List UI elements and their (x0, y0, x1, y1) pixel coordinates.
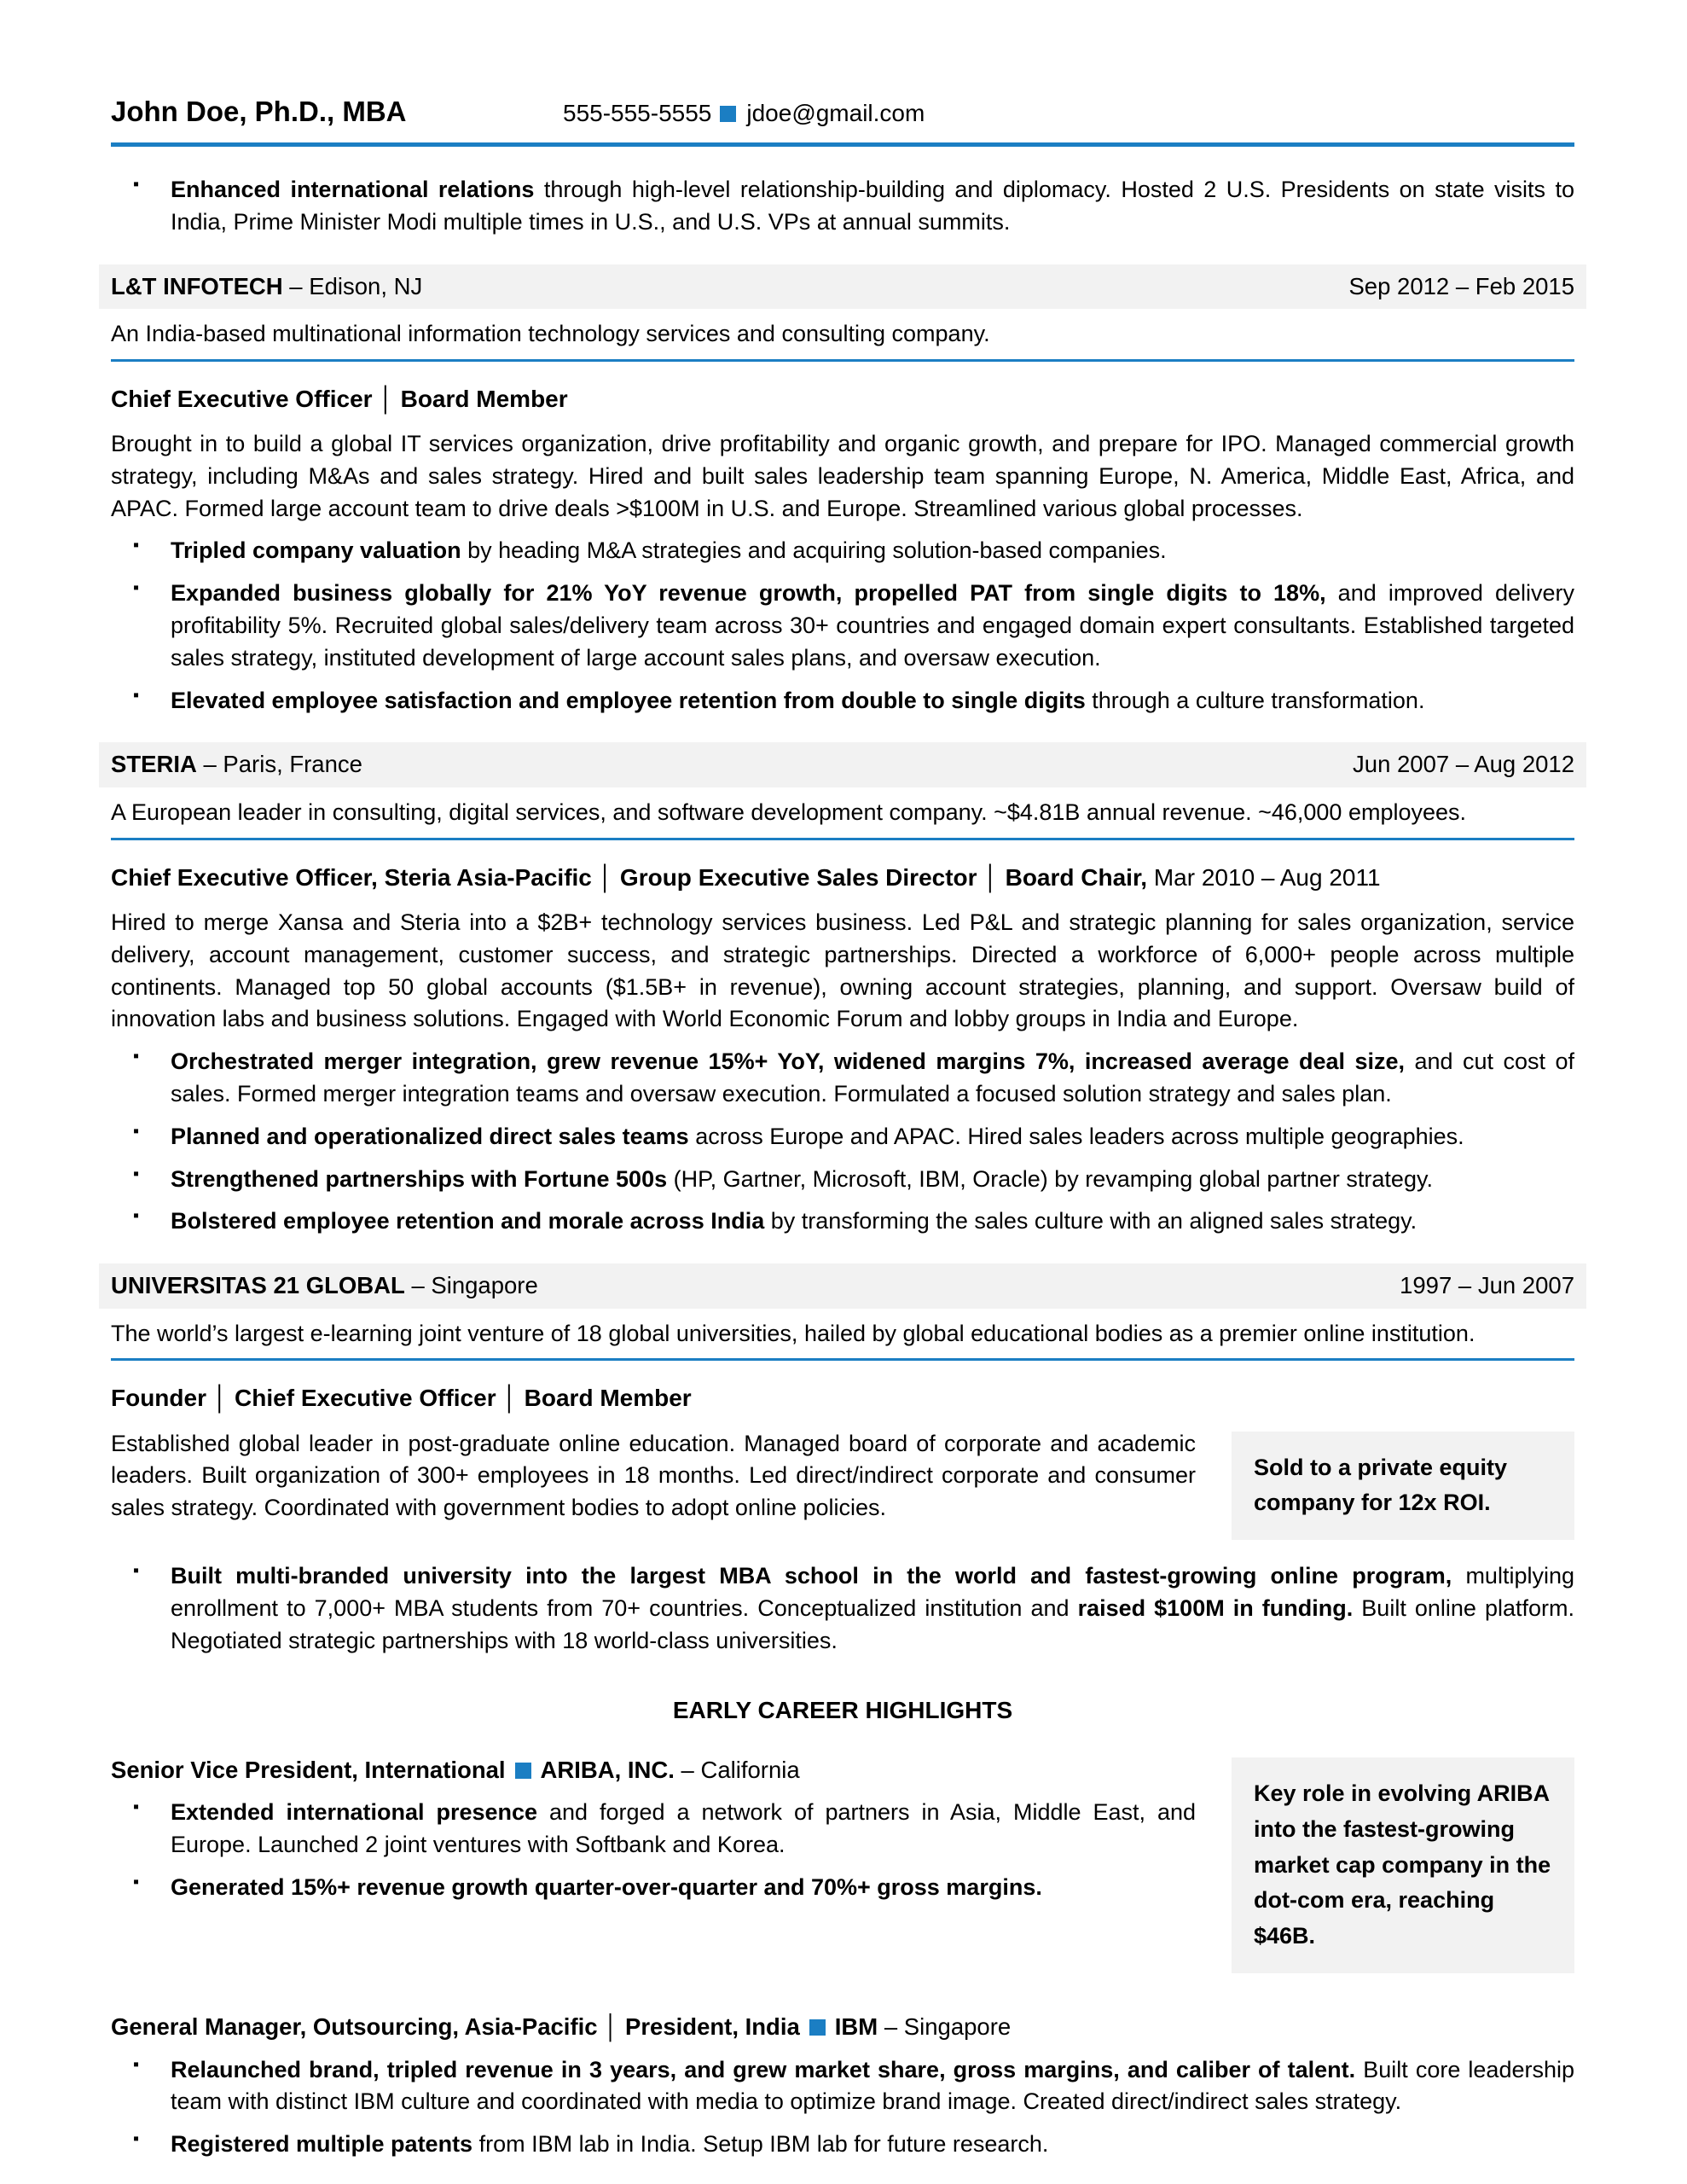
email-text: jdoe@gmail.com (746, 99, 925, 126)
entry-heading (111, 2011, 1574, 2044)
header-rule (111, 142, 1574, 147)
bullet-text (171, 537, 1167, 563)
text-run: Senior Vice President, International (111, 1756, 506, 1783)
bullet-marker-icon: ▪ (133, 1121, 140, 1141)
text-run: multiplying enrollment to 7,000+ MBA students from 70+ countries. Conceptualized institution and (171, 1563, 1574, 1622)
company-name-location (111, 270, 422, 304)
text-run: (HP, Gartner, Microsoft, IBM, Oracle) by revamping global partner strategy. (667, 1165, 1433, 1192)
bullet-item (111, 1560, 1574, 1657)
role-summary: Hired to merge Xansa and Steria into a $2B+ technology services business. Led P&L and strategic planning for sales organization, service delivery, account management, customer success, and strategic partnerships. Directed a workforce of 6,000+ people across multiple continents. Managed top 50 global accounts ($1.5B+ in revenue), owning account strategies, planning, and support. Oversaw build of innovation labs and business solutions. Engaged with World Economic Forum and lobby groups in India and Europe. (111, 909, 1574, 1032)
blue-square-icon (515, 1763, 531, 1779)
bullet-text (171, 580, 1574, 671)
text-run: Relaunched brand, tripled revenue in 3 years, and grew market share, gross margins, and caliber of talent. (171, 2056, 1356, 2082)
text-run: by transforming the sales culture with an aligned sales strategy. (764, 1208, 1417, 1234)
bullet-item (111, 1046, 1574, 1111)
company-name: UNIVERSITAS 21 GLOBAL (111, 1272, 405, 1299)
resume-body (111, 174, 1574, 2161)
text-run: Planned and operationalized direct sales teams (171, 1123, 689, 1149)
early-career-entry (111, 2011, 1574, 2161)
company-name-location (111, 1269, 538, 1303)
contact-line (563, 96, 925, 130)
text-run: Orchestrated merger integration, grew revenue 15%+ YoY, widened margins 7%, increased average deal size, (171, 1048, 1405, 1075)
company-band (99, 264, 1586, 310)
bullet-marker-icon: ▪ (133, 2129, 140, 2149)
role-body (111, 907, 1574, 1036)
bullet-text (171, 1166, 1433, 1192)
text-run: Built core leadership team with distinct IBM culture and coordinated with media to optimize brand image. Created direct/indirect sales strategy. (171, 2056, 1575, 2115)
bullet-text (171, 1124, 1464, 1149)
bullet-text (171, 1799, 1196, 1857)
bullet-marker-icon: ▪ (133, 1164, 140, 1183)
text-run: ARIBA, INC. (540, 1756, 675, 1783)
role-body (111, 428, 1574, 525)
text-run: through high-level relationship-building and diplomacy. Hosted 2 U.S. Presidents on state visits to India, Prime Minister Modi multiple times in U.S., and U.S. VPs at annual summits. (171, 177, 1574, 235)
bullet-marker-icon: ▪ (133, 1206, 140, 1226)
bullet-marker-icon: ▪ (133, 685, 140, 705)
bullet-text (171, 1874, 1042, 1900)
early-career-entry (111, 1754, 1574, 1984)
text-run: Expanded business globally for 21% YoY revenue growth, propelled PAT from single digits to 18%, (171, 580, 1326, 607)
text-run: Built online platform. Negotiated strategic partnerships with 18 world-class universities. (171, 1595, 1574, 1653)
bullet-text (171, 688, 1424, 713)
text-run: Built multi-branded university into the largest MBA school in the world and fastest-growing online program, (171, 1563, 1452, 1589)
bullet-item (111, 535, 1574, 567)
text-run: General Manager, Outsourcing, Asia-Pacific │ President, India (111, 2013, 800, 2041)
callout-box: Key role in evolving ARIBA into the fastest-growing market cap company in the dot-com era, reaching $46B. (1232, 1757, 1574, 1973)
text-run: Enhanced international relations (171, 177, 535, 202)
early-career-heading: EARLY CAREER HIGHLIGHTS (672, 1696, 1013, 1723)
bullet-text (171, 1563, 1574, 1653)
company-name: STERIA (111, 751, 197, 778)
bullet-marker-icon: ▪ (133, 2054, 140, 2074)
callout-box: Sold to a private equity company for 12x ROI. (1232, 1432, 1574, 1541)
company-band (99, 1263, 1586, 1309)
bullet-text (171, 2131, 1048, 2157)
text-run: across Europe and APAC. Hired sales leaders across multiple geographies. (688, 1123, 1464, 1149)
bullet-item (111, 2054, 1574, 2119)
text-run: through a culture transformation. (1085, 687, 1425, 713)
text-run: and cut cost of sales. Formed merger integration teams and oversaw execution. Formulated a focused solution strategy and sales plan. (171, 1048, 1575, 1107)
bullet-marker-icon: ▪ (133, 1798, 140, 1817)
bullet-marker-icon: ▪ (133, 578, 140, 598)
text-run: Generated 15%+ revenue growth quarter-over-quarter and 70%+ gross margins. (171, 1873, 1042, 1900)
role-summary: Established global leader in post-graduate online education. Managed board of corporate and academic leaders. Built organization of 300+ employees in 18 months. Led direct/indirect corporate and consumer sales strategy. Coordinated with government bodies to adopt online policies. (111, 1430, 1196, 1521)
company-dates: 1997 – Jun 2007 (1400, 1272, 1574, 1299)
bullet-marker-icon: ▪ (133, 536, 140, 555)
bullet-text (171, 2057, 1574, 2115)
company-name: L&T INFOTECH (111, 272, 283, 299)
text-run: Mar 2010 – Aug 2011 (1147, 863, 1381, 891)
text-run: IBM (834, 2013, 878, 2041)
company-location: – Paris, France (196, 751, 362, 778)
text-run: from IBM lab in India. Setup IBM lab for future research. (472, 2131, 1049, 2158)
text-run: raised $100M in funding. (1077, 1595, 1354, 1622)
text-run: Extended international presence (171, 1799, 538, 1826)
text-run: Strengthened partnerships with Fortune 500s (171, 1165, 668, 1192)
company-tagline: A European leader in consulting, digital services, and software development company. ~$4.81B annual revenue. ~46,000 employees. (111, 797, 1574, 840)
text-run: Registered multiple patents (171, 2131, 473, 2158)
bullet-text (171, 177, 1574, 235)
page-title: John Doe, Ph.D., MBA (111, 95, 407, 127)
text-run: Founder │ Chief Executive Officer │ Board Member (111, 1385, 692, 1412)
role-title (111, 1381, 1574, 1414)
bullet-item (111, 685, 1574, 717)
bullet-marker-icon: ▪ (133, 175, 140, 194)
bullet-marker-icon: ▪ (133, 1561, 140, 1581)
company-location: – Singapore (404, 1272, 538, 1299)
company-dates: Jun 2007 – Aug 2012 (1353, 751, 1574, 778)
text-run: by heading M&A strategies and acquiring solution-based companies. (461, 537, 1167, 564)
company-location: – Edison, NJ (282, 272, 423, 299)
bullet-marker-icon: ▪ (133, 1872, 140, 1891)
bullet-item (111, 1121, 1574, 1153)
company-band (99, 742, 1586, 787)
role-title (111, 382, 1574, 415)
text-run: and improved delivery profitability 5%. Recruited global sales/delivery team across 30+ countries and engaged domain expert consultants. Established targeted sales strategy, instituted development of large account sales plans, and oversaw execution. (171, 580, 1574, 671)
text-run: and forged a network of partners in Asia, Middle East, and Europe. Launched 2 joint ventures with Softbank and Korea. (171, 1799, 1197, 1858)
role-body (111, 1428, 1574, 1551)
blue-square-icon (720, 106, 736, 122)
text-run: Tripled company valuation (171, 537, 461, 564)
bullet-text (171, 1208, 1417, 1234)
role-summary: Brought in to build a global IT services organization, drive profitability and organic growth, and prepare for IPO. Managed commercial growth strategy, including M&As and sales strategy. Hired and built sales leadership team spanning Europe, N. America, Middle East, Africa, and APAC. Formed large account team to drive deals >$100M in U.S. and Europe. Streamlined various global processes. (111, 431, 1574, 521)
bullet-item (111, 1164, 1574, 1196)
bullet-marker-icon: ▪ (133, 1047, 140, 1066)
text-run: Bolstered employee retention and morale across India (171, 1208, 765, 1234)
bullet-item (111, 1797, 1574, 1862)
phone-text: 555-555-5555 (563, 99, 712, 126)
bullet-item (111, 2129, 1574, 2161)
company-name-location (111, 748, 362, 781)
bullet-item (111, 174, 1574, 239)
blue-square-icon (809, 2019, 826, 2036)
text-run: Chief Executive Officer, Steria Asia-Pacific │ Group Executive Sales Director │ Board Chair, (111, 863, 1148, 891)
text-run: Elevated employee satisfaction and employee retention from double to single digits (171, 687, 1086, 713)
bullet-item (111, 1872, 1574, 1904)
text-run: Chief Executive Officer │ Board Member (111, 385, 568, 412)
bullet-item (111, 1205, 1574, 1238)
bullet-item (111, 578, 1574, 674)
company-dates: Sep 2012 – Feb 2015 (1348, 272, 1574, 299)
role-title (111, 861, 1574, 894)
text-run: – California (674, 1756, 800, 1783)
bullet-text (171, 1048, 1574, 1107)
text-run: – Singapore (878, 2013, 1012, 2041)
resume-header (111, 96, 1574, 131)
company-tagline: An India-based multinational information technology services and consulting company. (111, 318, 1574, 362)
company-tagline: The world’s largest e-learning joint venture of 18 global universities, hailed by global educational bodies as a premier online institution. (111, 1318, 1574, 1362)
